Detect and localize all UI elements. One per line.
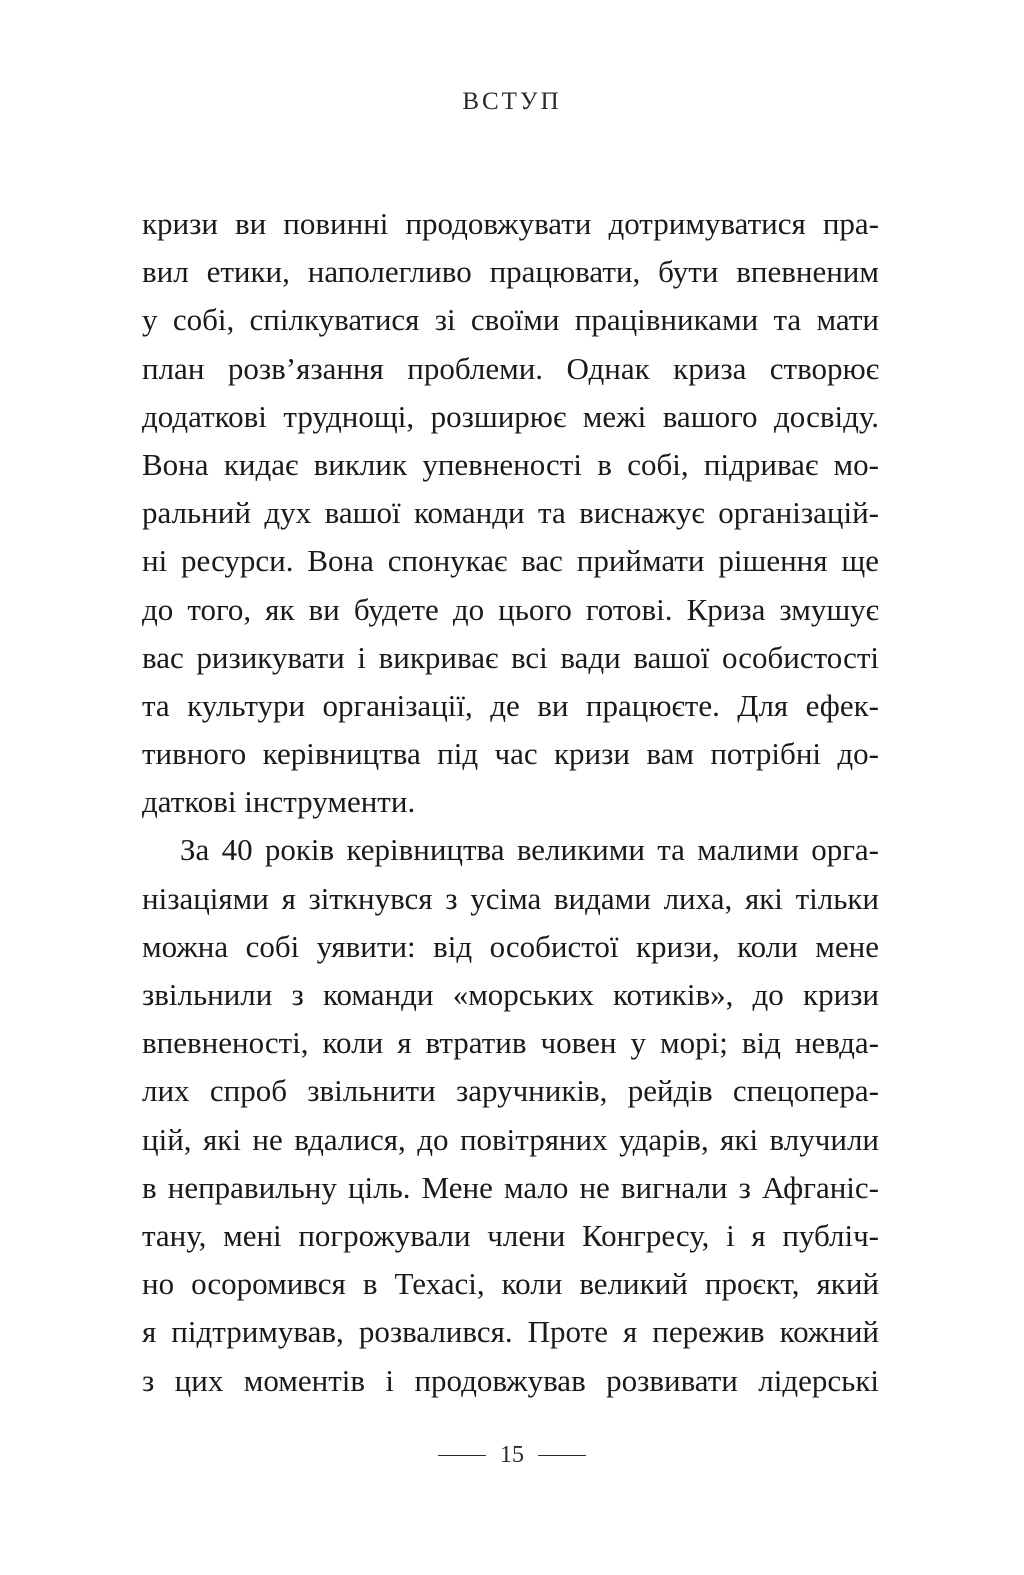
- text-line: з цих моментів і продовжував розвивати лідерські: [142, 1362, 879, 1398]
- text-line: тану, мені погрожували члени Конгресу, і я публіч-: [142, 1217, 879, 1253]
- text-line: лих спроб звільнити заручників, рейдів спецопера-: [142, 1073, 879, 1109]
- text-line: За 40 років керівництва великими та малими орга-: [180, 832, 879, 868]
- running-head: ВСТУП: [462, 88, 562, 115]
- text-line: до того, як ви будете до цього готові. Криза змушує: [142, 591, 879, 627]
- text-line: можна собі уявити: від особистої кризи, коли мене: [142, 928, 879, 964]
- text-line: звільнили з команди «морських котиків», до кризи: [142, 977, 879, 1012]
- text-line: цій, які не вдалися, до повітряних ударів, які влучили: [142, 1121, 879, 1157]
- text-line: кризи ви повинні продовжувати дотримуватися пра-: [142, 206, 879, 241]
- page-number: 15: [500, 1442, 524, 1468]
- text-line: ральний дух вашої команди та виснажує організацій-: [142, 495, 879, 531]
- text-line: впевненості, коли я втратив човен у морі; від невда-: [142, 1025, 879, 1061]
- text-line: даткові інструменти.: [142, 784, 416, 820]
- text-line: додаткові труднощі, розширює межі вашого досвіду.: [142, 398, 879, 434]
- text-line: та культури організації, де ви працюєте. Для ефек-: [142, 687, 879, 723]
- text-line: вас ризикувати і викриває всі вади вашої особистості: [142, 639, 879, 675]
- body-text: [142, 200, 879, 1405]
- text-line: у собі, спілкуватися зі своїми працівниками та мати: [142, 302, 879, 338]
- page-folio: [0, 1442, 1024, 1469]
- text-line: план розв’язання проблеми. Однак криза створює: [142, 350, 879, 386]
- paragraph-1: [142, 200, 879, 826]
- text-line: вил етики, наполегливо працювати, бути впевненим: [142, 254, 879, 290]
- text-line: но осоромився в Техасі, коли великий проєкт, який: [142, 1266, 879, 1302]
- text-line: я підтримував, розвалився. Проте я пережив кожний: [142, 1314, 879, 1350]
- folio-rule-right: [538, 1455, 586, 1456]
- text-line: в неправильну ціль. Мене мало не вигнали з Афганіс-: [142, 1169, 879, 1205]
- text-line: нізаціями я зіткнувся з усіма видами лиха, які тільки: [142, 880, 879, 916]
- folio-rule-left: [438, 1455, 486, 1456]
- text-line: Вона кидає виклик упевненості в собі, підриває мо-: [142, 446, 879, 482]
- paragraph-2: [142, 826, 879, 1404]
- text-line: ні ресурси. Вона спонукає вас приймати рішення ще: [142, 543, 879, 579]
- text-line: тивного керівництва під час кризи вам потрібні до-: [142, 736, 879, 772]
